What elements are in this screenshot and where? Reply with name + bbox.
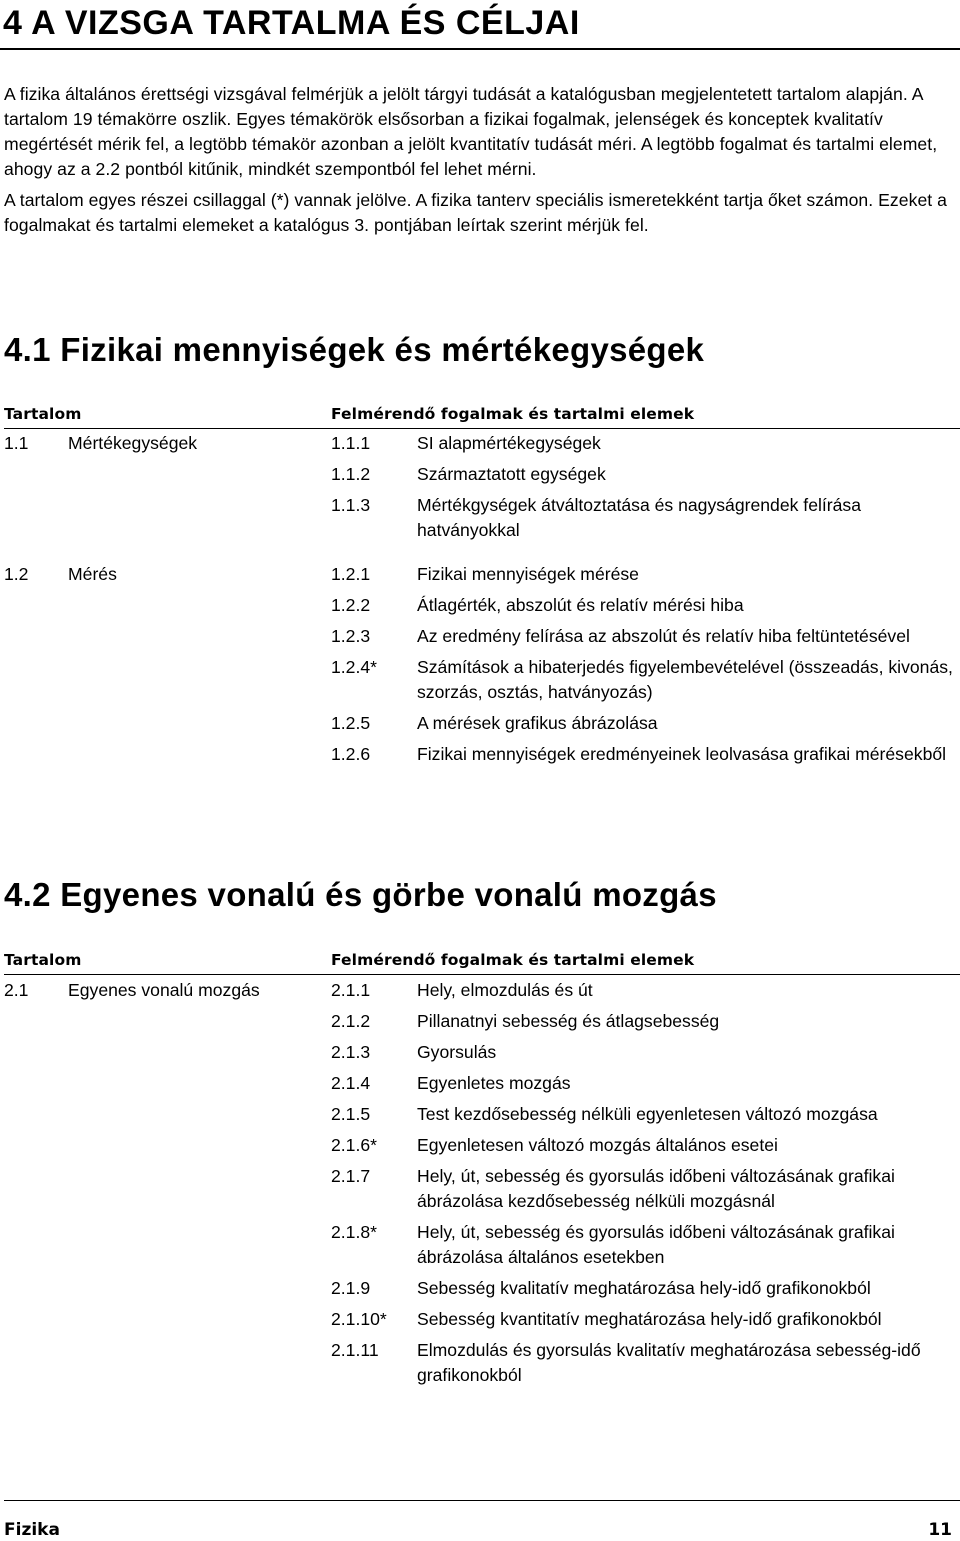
item-code: 1.2.6: [331, 744, 371, 764]
table-row: [4, 711, 960, 736]
table-row: [4, 431, 960, 456]
item-text: Fizikai mennyiségek eredményeinek leolvasása grafikai mérésekből: [417, 744, 947, 764]
item-text: Sebesség kvantitatív meghatározása hely-idő grafikonokból: [417, 1309, 882, 1329]
column-header-elements: Felmérendő fogalmak és tartalmi elemek: [331, 951, 695, 969]
table-row: [4, 593, 960, 618]
table-row: [4, 1009, 960, 1034]
item-code: 1.2.2: [331, 595, 371, 615]
item-text: Test kezdősebesség nélküli egyenletesen változó mozgása: [417, 1104, 878, 1124]
group-number: 1.2: [4, 564, 29, 584]
item-text: Pillanatnyi sebesség és átlagsebesség: [417, 1011, 720, 1031]
title-rule: [0, 48, 960, 50]
item-code: 2.1.4: [331, 1073, 371, 1093]
section-title: 4.2 Egyenes vonalú és görbe vonalú mozgás: [4, 876, 717, 913]
item-code: 2.1.10*: [331, 1309, 387, 1329]
page-title: 4 A VIZSGA TARTALMA ÉS CÉLJAI: [3, 4, 580, 42]
table-row: [4, 493, 960, 543]
column-header-elements: Felmérendő fogalmak és tartalmi elemek: [331, 405, 695, 423]
table-group: [4, 562, 960, 767]
item-text: Származtatott egységek: [417, 464, 606, 484]
item-code: 1.2.4*: [331, 657, 377, 677]
table-row: [4, 978, 960, 1003]
table-row: [4, 1164, 960, 1214]
item-text: Egyenletes mozgás: [417, 1073, 571, 1093]
table-row: [4, 1220, 960, 1270]
intro-paragraph: A fizika általános érettségi vizsgával felmérjük a jelölt tárgyi tudását a katalógusban megjelentetett tartalom alapján. A tartalom 19 témakörre oszlik. Egyes témakörök elsősorban a fizikai fogalmak, jelenségek és konceptek kvalitatív megértését mérik fel, a legtöbb témakör azonban a jelölt kvantitatív tudását méri. A legtöbb fogalmat és tartalmi elemet, ahogy az a 2.2 pontból kitűnik, mindkét szempontból fel lehet mérni.: [4, 84, 938, 179]
page-number: 11: [928, 1520, 952, 1540]
table-header: [4, 403, 960, 425]
item-code: 2.1.8*: [331, 1222, 377, 1242]
table-row: [4, 562, 960, 587]
item-text: Elmozdulás és gyorsulás kvalitatív meghatározása sebesség-idő grafikonokból: [417, 1340, 921, 1385]
item-code: 2.1.11: [331, 1340, 379, 1360]
table-row: [4, 1102, 960, 1127]
item-code: 2.1.5: [331, 1104, 371, 1124]
footer-subject: Fizika: [4, 1520, 60, 1540]
intro-text: [4, 82, 958, 238]
item-code: 2.1.6*: [331, 1135, 377, 1155]
table-header: [4, 949, 960, 971]
table-row: [4, 1276, 960, 1301]
group-name: Mértékegységek: [68, 433, 198, 453]
table-group: [4, 431, 960, 543]
table-row: [4, 1307, 960, 1332]
table-row: [4, 655, 960, 705]
item-code: 1.2.5: [331, 713, 371, 733]
group-number: 1.1: [4, 433, 29, 453]
header-rule: [4, 428, 960, 429]
table-group: [4, 978, 960, 1388]
item-text: Számítások a hibaterjedés figyelembevételével (összeadás, kivonás, szorzás, osztás, hatványozás): [417, 657, 953, 702]
table-row: [4, 1040, 960, 1065]
item-text: Átlagérték, abszolút és relatív mérési hiba: [417, 595, 744, 615]
item-code: 2.1.3: [331, 1042, 371, 1062]
item-text: SI alapmértékegységek: [417, 433, 601, 453]
content-table: [4, 431, 960, 773]
section-title: 4.1 Fizikai mennyiségek és mértékegységek: [4, 331, 705, 368]
item-code: 2.1.2: [331, 1011, 371, 1031]
item-text: A mérések grafikus ábrázolása: [417, 713, 658, 733]
item-code: 1.2.1: [331, 564, 371, 584]
item-code: 1.1.3: [331, 495, 371, 515]
item-text: Az eredmény felírása az abszolút és relatív hiba feltüntetésével: [417, 626, 910, 646]
item-text: Egyenletesen változó mozgás általános esetei: [417, 1135, 778, 1155]
item-text: Hely, út, sebesség és gyorsulás időbeni változásának grafikai ábrázolása általános esetekben: [417, 1222, 895, 1267]
item-code: 2.1.7: [331, 1166, 371, 1186]
group-name: Egyenes vonalú mozgás: [68, 980, 260, 1000]
item-code: 1.2.3: [331, 626, 371, 646]
item-code: 1.1.2: [331, 464, 371, 484]
item-code: 1.1.1: [331, 433, 371, 453]
table-row: [4, 1133, 960, 1158]
group-number: 2.1: [4, 980, 29, 1000]
header-rule: [4, 974, 960, 975]
item-text: Hely, út, sebesség és gyorsulás időbeni változásának grafikai ábrázolása kezdősebesség nélküli mozgásnál: [417, 1166, 895, 1211]
table-row: [4, 1071, 960, 1096]
item-code: 2.1.1: [331, 980, 371, 1000]
group-name: Mérés: [68, 564, 117, 584]
item-text: Sebesség kvalitatív meghatározása hely-idő grafikonokból: [417, 1278, 871, 1298]
item-text: Gyorsulás: [417, 1042, 497, 1062]
content-table: [4, 978, 960, 1394]
item-text: Mértékgységek átváltoztatása és nagyságrendek felírása hatványokkal: [417, 495, 862, 540]
footer-rule: [4, 1500, 960, 1501]
item-text: Fizikai mennyiségek mérése: [417, 564, 639, 584]
column-header-content: Tartalom: [4, 951, 82, 969]
column-header-content: Tartalom: [4, 405, 82, 423]
item-text: Hely, elmozdulás és út: [417, 980, 593, 1000]
table-row: [4, 624, 960, 649]
table-row: [4, 1338, 960, 1388]
table-row: [4, 462, 960, 487]
item-code: 2.1.9: [331, 1278, 371, 1298]
intro-paragraph: A tartalom egyes részei csillaggal (*) vannak jelölve. A fizika tanterv speciális ismeretekként tartja őket számon. Ezeket a fogalmakat és tartalmi elemeket a katalógus 3. pontjában leírtak szerint mérjük fel.: [4, 190, 948, 235]
table-row: [4, 742, 960, 767]
page-footer: [4, 1500, 956, 1540]
